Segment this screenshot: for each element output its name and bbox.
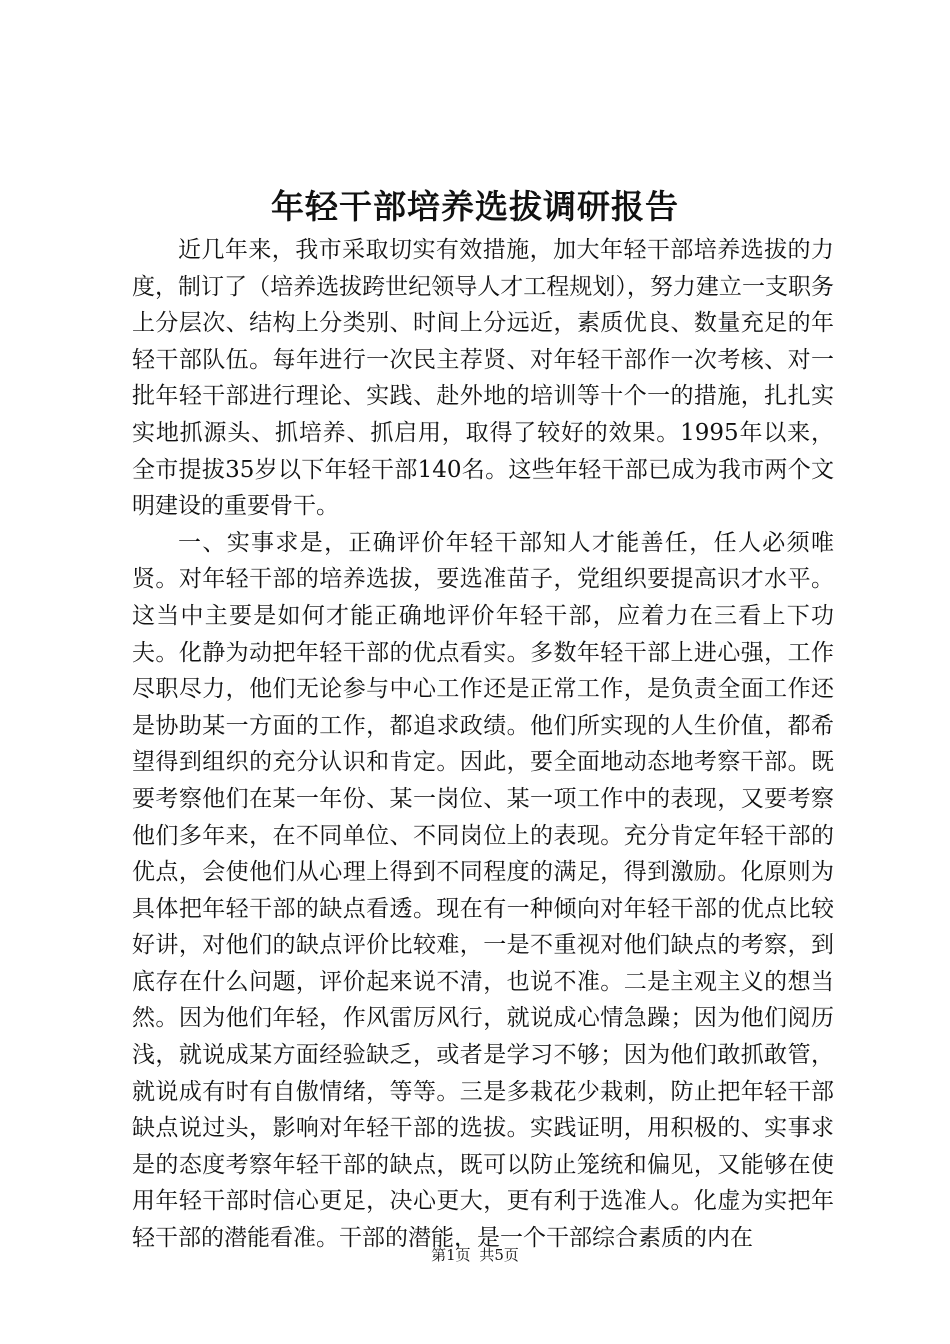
paragraph-intro: 近几年来，我市采取切实有效措施，加大年轻干部培养选拔的力度，制订了（培养选拔跨世纪领导人才工程规划），努力建立一支职务上分层次、结构上分类别、时间上分远近，素质优良、数量充足的年轻干部队伍。每年进行一次民主荐贤、对年轻干部作一次考核、对一批年轻干部进行理论、实践、赴外地的培训等十个一的措施，扎扎实实地抓源头、抓培养、抓启用，取得了较好的效果。1995年以来，全市提拔35岁以下年轻干部140名。这些年轻干部已成为我市两个文明建设的重要骨干。 [132, 237, 834, 520]
page-total: 共5页 [479, 1246, 519, 1264]
page-footer [0, 1243, 950, 1267]
document-body [132, 232, 834, 1257]
paragraph-section-one: 一、实事求是，正确评价年轻干部知人才能善任，任人必须唯贤。对年轻干部的培养选拔，要选准苗子，党组织要提高识才水平。这当中主要是如何才能正确地评价年轻干部，应着力在三看上下功夫。化静为动把年轻干部的优点看实。多数年轻干部上进心强，工作尽职尽力，他们无论参与中心工作还是正常工作，是负责全面工作还是协助某一方面的工作，都追求政绩。他们所实现的人生价值，都希望得到组织的充分认识和肯定。因此，要全面地动态地考察干部。既要考察他们在某一年份、某一岗位、某一项工作中的表现，又要考察他们多年来，在不同单位、不同岗位上的表现。充分肯定年轻干部的优点，会使他们从心理上得到不同程度的满足，得到激励。化原则为具体把年轻干部的缺点看透。现在有一种倾向对年轻干部的优点比较好讲，对他们的缺点评价比较难，一是不重视对他们缺点的考察，到底存在什么问题，评价起来说不清，也说不准。二是主观主义的想当然。因为他们年轻，作风雷厉风行，就说成心情急躁；因为他们阅历浅，就说成某方面经验缺乏，或者是学习不够；因为他们敢抓敢管，就说成有时有自傲情绪，等等。三是多栽花少栽刺，防止把年轻干部缺点说过头，影响对年轻干部的选拔。实践证明，用积极的、实事求是的态度考察年轻干部的缺点，既可以防止笼统和偏见，又能够在使用年轻干部时信心更足，决心更大，更有利于选准人。化虚为实把年轻干部的潜能看准。干部的潜能，是一个干部综合素质的内在 [132, 529, 834, 1252]
page-number: 第1页 [431, 1246, 471, 1264]
document-title: 年轻干部培养选拔调研报告 [271, 187, 679, 226]
